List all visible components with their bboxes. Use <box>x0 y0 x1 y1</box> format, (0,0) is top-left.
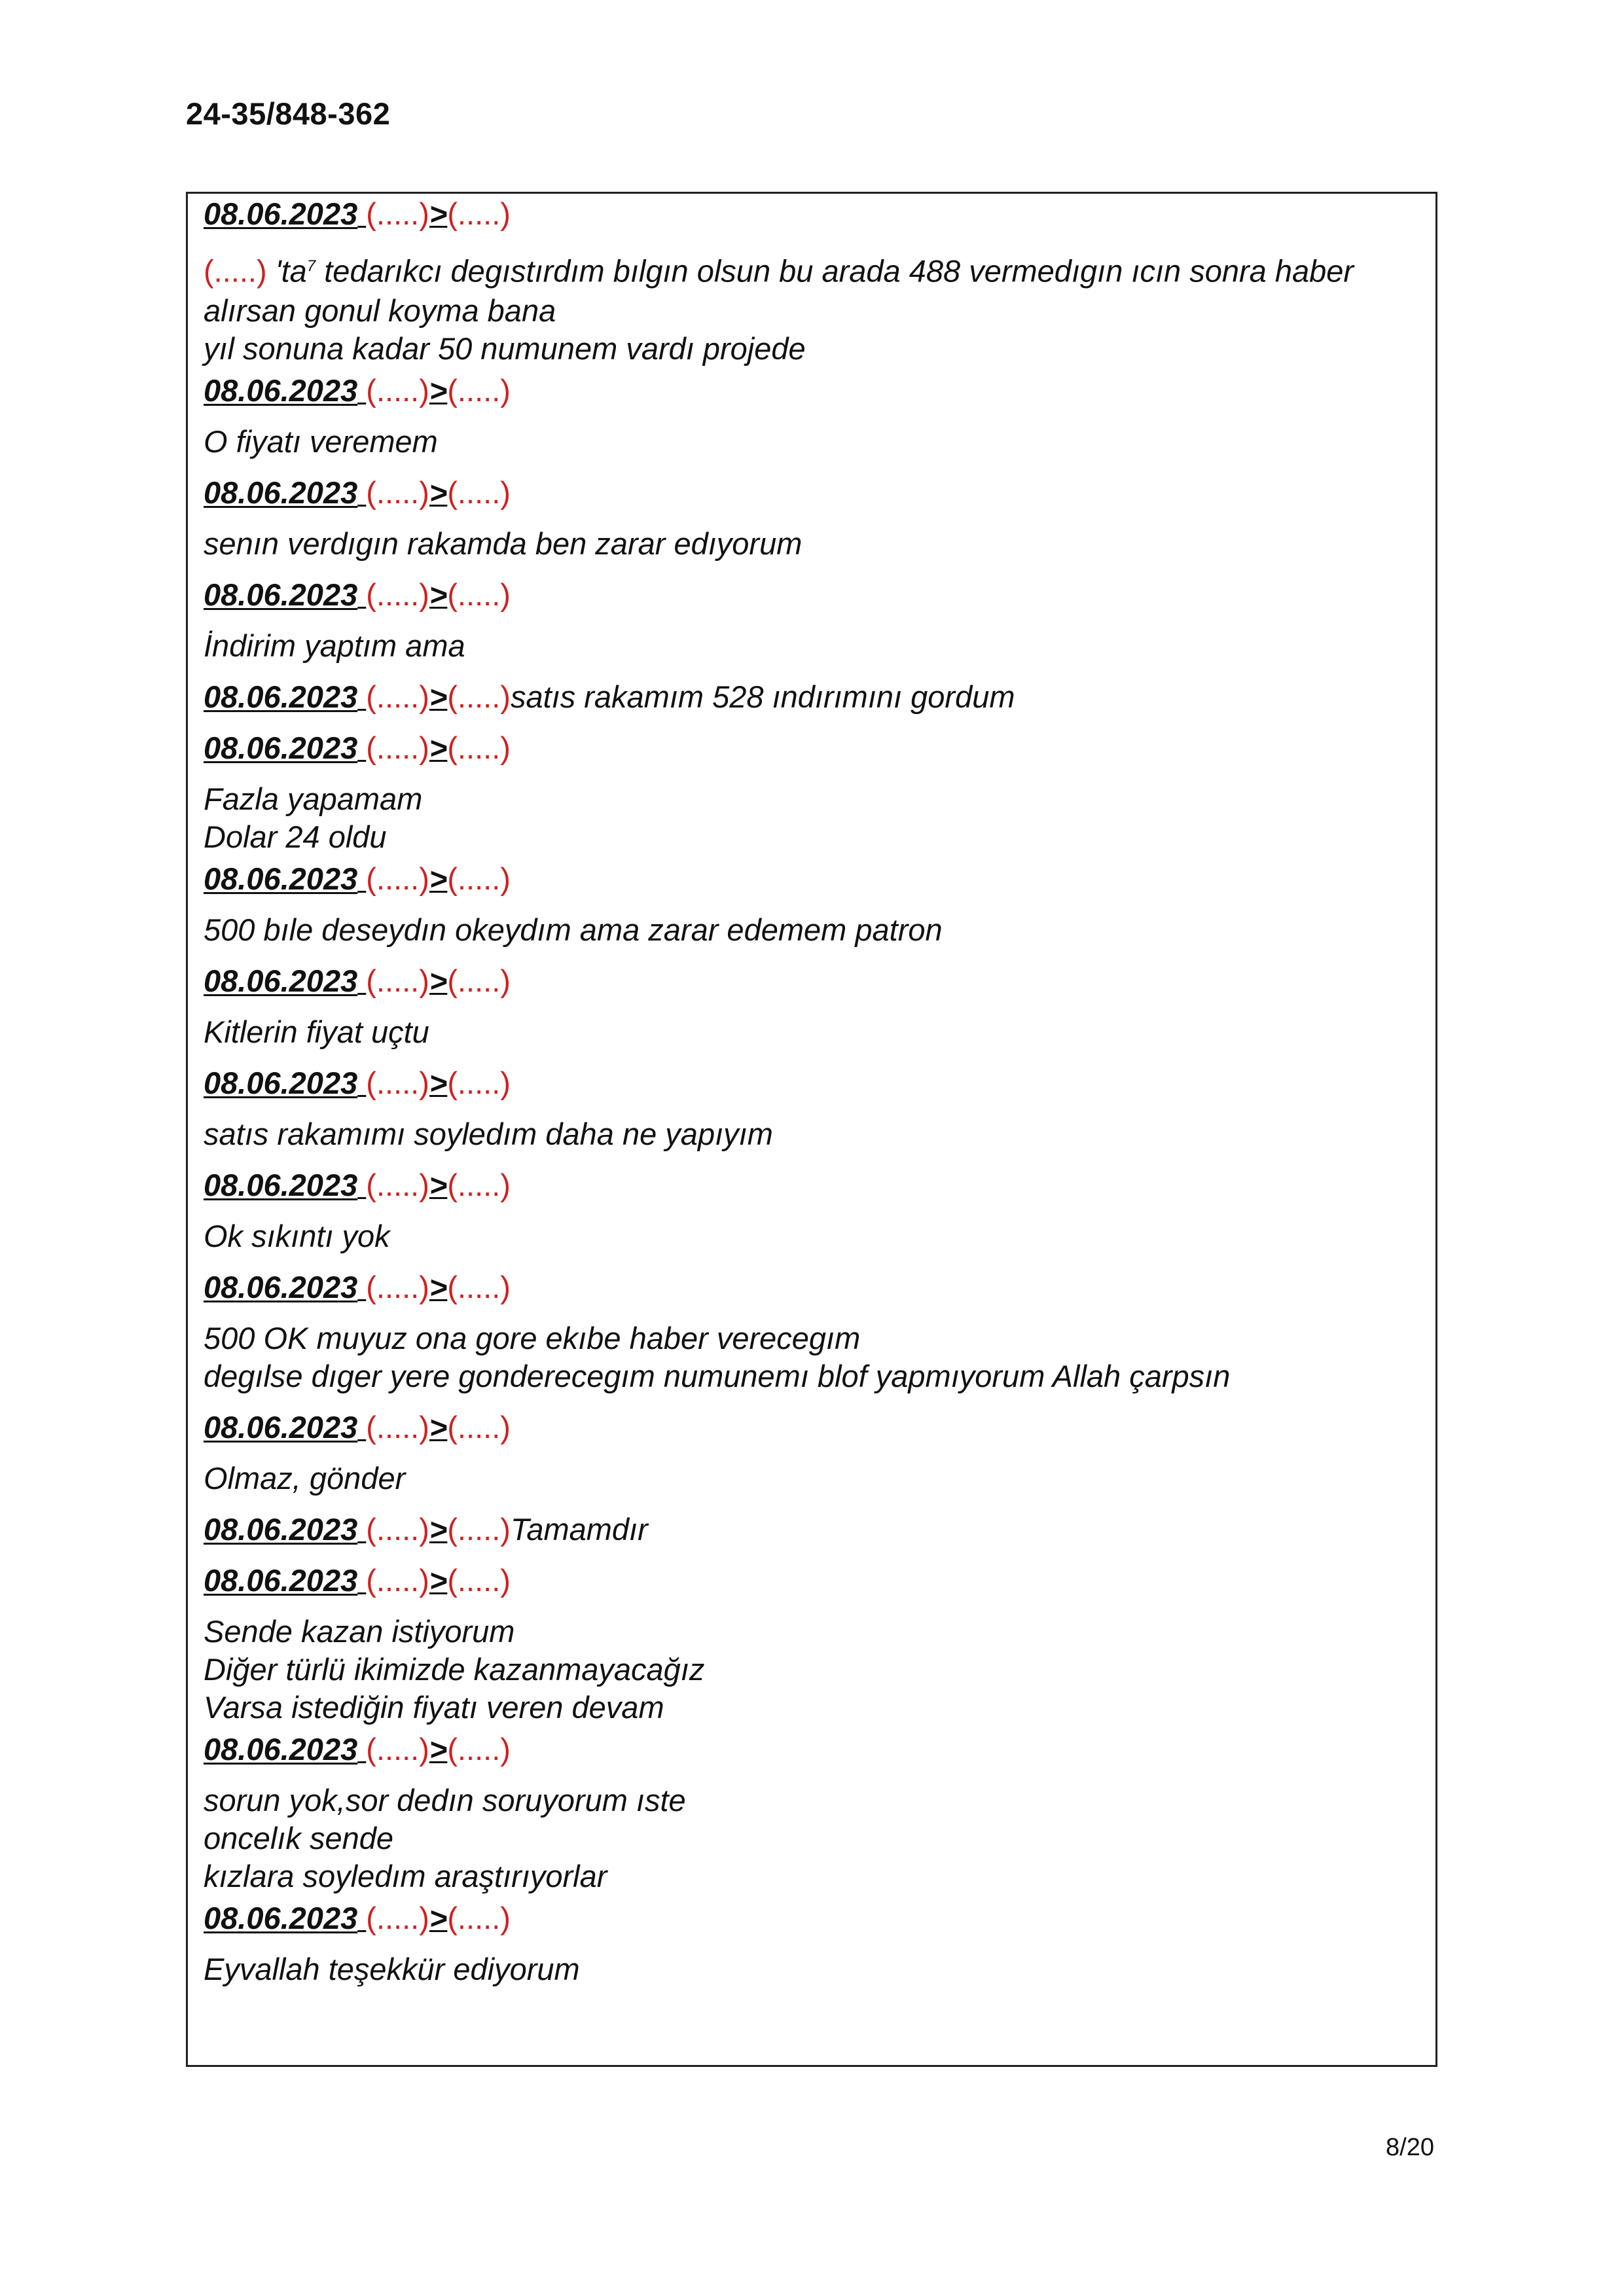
entry-header <box>204 372 1435 410</box>
entry-header <box>204 1166 1435 1204</box>
redacted-sender: (.....) <box>366 861 429 896</box>
direction-arrow: > <box>429 963 448 998</box>
direction-arrow: > <box>429 1900 448 1935</box>
entry-header <box>204 962 1435 1000</box>
entry-header <box>204 1268 1435 1306</box>
entry-header <box>204 678 1435 716</box>
entry-header <box>204 1731 1435 1768</box>
redacted-recipient: (.....) <box>447 1511 511 1547</box>
redacted-sender: (.....) <box>366 1269 429 1304</box>
entry-header <box>204 860 1435 898</box>
redacted-recipient: (.....) <box>447 963 511 998</box>
redacted-recipient: (.....) <box>447 1562 511 1598</box>
redacted-recipient: (.....) <box>447 1900 511 1935</box>
redacted-sender: (.....) <box>366 1731 429 1767</box>
message-line: Kitlerin fiyat uçtu <box>204 1014 429 1049</box>
message-line: O fiyatı veremem <box>204 423 438 459</box>
redacted-recipient: (.....) <box>447 1167 511 1202</box>
entry-date: 08.06.2023 <box>204 1409 358 1444</box>
direction-arrow: > <box>429 372 448 408</box>
entry-date: 08.06.2023 <box>204 963 358 998</box>
message-line: oncelık sende <box>204 1820 394 1856</box>
page-number: 8/20 <box>1386 2134 1434 2161</box>
redacted-recipient: (.....) <box>447 1065 511 1100</box>
entry-date: 08.06.2023 <box>204 1731 358 1767</box>
entry-date: 08.06.2023 <box>204 372 358 408</box>
redacted-recipient: (.....) <box>447 196 511 231</box>
direction-arrow: > <box>429 1562 448 1598</box>
redacted-sender: (.....) <box>366 963 429 998</box>
entry-header <box>204 474 1435 512</box>
direction-arrow: > <box>429 1731 448 1767</box>
direction-arrow: > <box>429 861 448 896</box>
entry-date: 08.06.2023 <box>204 1562 358 1598</box>
redacted-sender: (.....) <box>366 372 429 408</box>
message-line <box>204 247 1435 291</box>
message-line: 500 bıle deseydın okeydım ama zarar edemem patron <box>204 912 943 947</box>
message-line: alırsan gonul koyma bana <box>204 293 556 328</box>
message-line: senın verdıgın rakamda ben zarar edıyorum <box>204 526 803 561</box>
redacted-recipient: (.....) <box>447 372 511 408</box>
entry-date: 08.06.2023 <box>204 1065 358 1100</box>
direction-arrow: > <box>429 1065 448 1100</box>
entry-header <box>204 1562 1435 1600</box>
entry-header <box>204 1511 1435 1549</box>
entry-date: 08.06.2023 <box>204 730 358 765</box>
inline-message: satıs rakamım 528 ındırımını gordum <box>510 679 1015 714</box>
entry-date: 08.06.2023 <box>204 1167 358 1202</box>
message-fragment: tedarıkcı degıstırdım bılgın olsun bu arada 488 vermedıgın ıcın sonra haber <box>316 253 1354 289</box>
direction-arrow: > <box>429 577 448 612</box>
message-line: Diğer türlü ikimizde kazanmayacağız <box>204 1651 705 1687</box>
entry-date: 08.06.2023 <box>204 1269 358 1304</box>
redacted-recipient: (.....) <box>447 679 511 714</box>
message-line: degılse dıger yere gonderecegım numunemı blof yapmıyorum Allah çarpsın <box>204 1358 1231 1393</box>
direction-arrow: > <box>429 730 448 765</box>
message-entries <box>204 292 1435 1988</box>
direction-arrow: > <box>429 1167 448 1202</box>
message-line: sorun yok,sor dedın soruyorum ıste <box>204 1782 686 1818</box>
redacted-sender: (.....) <box>366 475 429 510</box>
message-log-box <box>186 192 1437 2067</box>
message-line: kızlara soyledım araştırıyorlar <box>204 1858 607 1893</box>
entry-header <box>204 195 1435 233</box>
redacted-sender: (.....) <box>366 1167 429 1202</box>
message-line: Dolar 24 oldu <box>204 819 387 854</box>
entry-header <box>204 576 1435 614</box>
direction-arrow: > <box>429 1511 448 1547</box>
message-line: Varsa istediğin fiyatı veren devam <box>204 1689 664 1725</box>
redacted-sender: (.....) <box>366 679 429 714</box>
redacted-sender: (.....) <box>366 1409 429 1444</box>
entry-date: 08.06.2023 <box>204 1900 358 1935</box>
redacted-recipient: (.....) <box>447 1269 511 1304</box>
entry-header <box>204 1408 1435 1446</box>
message-line: 500 OK muyuz ona gore ekıbe haber verecegım <box>204 1320 861 1355</box>
redacted-sender: (.....) <box>366 577 429 612</box>
redacted-sender: (.....) <box>366 196 429 231</box>
message-line: İndirim yaptım ama <box>204 628 465 663</box>
entry-date: 08.06.2023 <box>204 679 358 714</box>
message-line: Fazla yapamam <box>204 781 423 816</box>
entry-date: 08.06.2023 <box>204 196 358 231</box>
redacted-recipient: (.....) <box>447 475 511 510</box>
entry-header <box>204 729 1435 767</box>
redacted-sender: (.....) <box>366 1562 429 1598</box>
redacted-name: (.....) <box>204 253 267 289</box>
footnote-marker: 7 <box>306 257 316 275</box>
redacted-sender: (.....) <box>366 1511 429 1547</box>
direction-arrow: > <box>429 196 448 231</box>
message-line: Sende kazan istiyorum <box>204 1613 515 1649</box>
inline-message: Tamamdır <box>510 1511 648 1547</box>
redacted-recipient: (.....) <box>447 577 511 612</box>
message-line: satıs rakamımı soyledım daha ne yapıyım <box>204 1116 773 1151</box>
entry-date: 08.06.2023 <box>204 1511 358 1547</box>
message-line: Ok sıkıntı yok <box>204 1218 390 1253</box>
direction-arrow: > <box>429 1409 448 1444</box>
message-line: yıl sonuna kadar 50 numunem vardı projede <box>204 331 806 366</box>
redacted-recipient: (.....) <box>447 1731 511 1767</box>
direction-arrow: > <box>429 679 448 714</box>
redacted-sender: (.....) <box>366 1065 429 1100</box>
direction-arrow: > <box>429 475 448 510</box>
message-fragment: 'ta <box>266 253 307 289</box>
redacted-recipient: (.....) <box>447 1409 511 1444</box>
case-number: 24-35/848-362 <box>186 96 391 131</box>
entry-header <box>204 1064 1435 1102</box>
redacted-sender: (.....) <box>366 1900 429 1935</box>
entry-header <box>204 1899 1435 1937</box>
entry-date: 08.06.2023 <box>204 475 358 510</box>
message-line: Eyvallah teşekkür ediyorum <box>204 1951 580 1986</box>
direction-arrow: > <box>429 1269 448 1304</box>
redacted-recipient: (.....) <box>447 730 511 765</box>
message-line: Olmaz, gönder <box>204 1460 406 1496</box>
redacted-sender: (.....) <box>366 730 429 765</box>
entry-date: 08.06.2023 <box>204 861 358 896</box>
redacted-recipient: (.....) <box>447 861 511 896</box>
entry-date: 08.06.2023 <box>204 577 358 612</box>
